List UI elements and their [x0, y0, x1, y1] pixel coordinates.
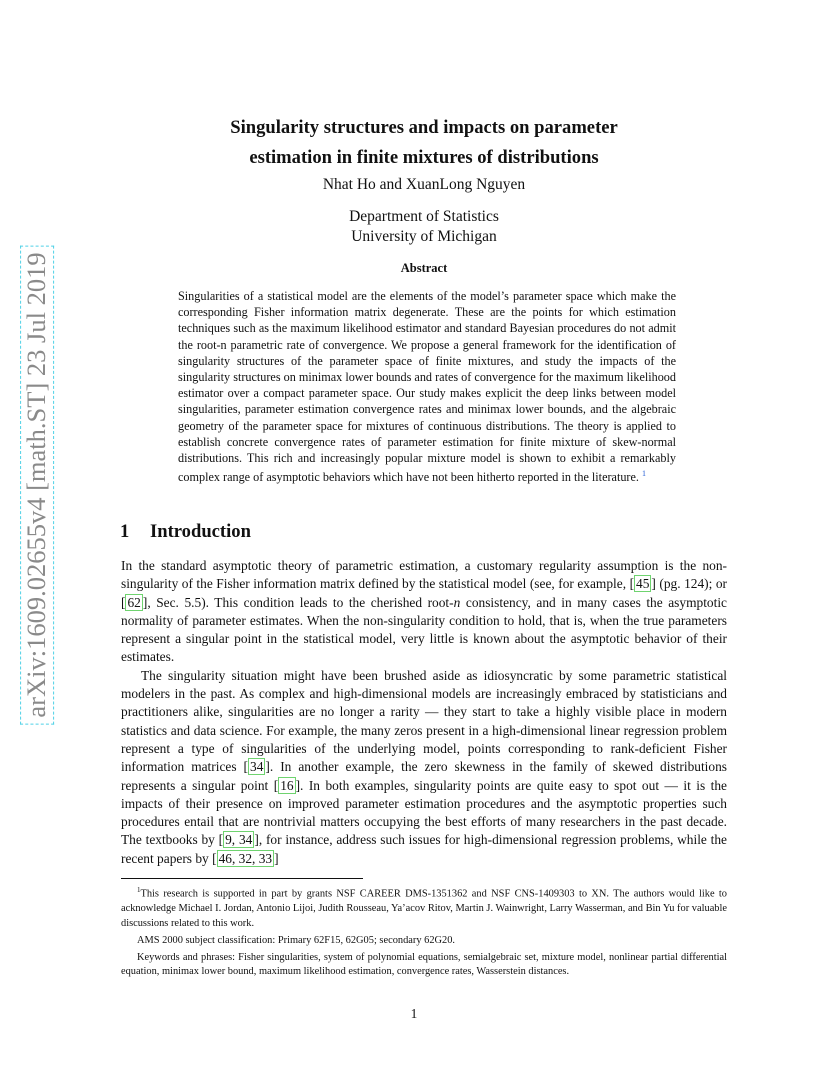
title-line-1: Singularity structures and impacts on parameter — [230, 117, 618, 138]
paper-title — [100, 113, 748, 173]
citation-link[interactable]: 16 — [280, 777, 294, 793]
citation-link[interactable]: 62 — [127, 594, 141, 610]
ams-classification: AMS 2000 subject classification: Primary 62F15, 62G05; secondary 62G20. — [137, 934, 456, 946]
affiliation — [100, 207, 748, 247]
text-run: The singularity situation might have been brushed aside as idiosyncratic by some parametric statistical modelers in the past. As complex and high-dimensional models are increasingly embraced by statisticians and practitioners alike, singularities are no longer a rarity — they start to take a highly visible place in modern statistics and data science. For example, the many zeros present in a high-dimensional linear regression problem represent a type of singularities of the underlying model, points corresponding to rank-deficient Fisher information matrices — [121, 667, 727, 775]
paragraph-2: The singularity situation might have been brushed aside as idiosyncratic by some parametric statistical modelers in the past. As complex and high-dimensional models are increasingly embraced by statisticians and practitioners alike, singularities are no longer a rarity — they start to take a highly visible place in modern statistics and data science. For example, the many zeros present in a high-dimensional linear regression problem represent a type of singularities of the underlying model, points corresponding to rank-deficient Fisher information matrices [ 34 ]. In another example, the zero skewness in the family of skewed distributions represents a singular point [ 16 ]. In both examples, singularity points are quite easy to spot out — it is the impacts of their presence on improved parameter estimation procedures and the asymptotic properties such procedures entail that are nontrivial matters occupying the best efforts of many researchers in the past decade. The textbooks by [ 9, 34 ], for instance, address such issues for high-dimensional regression problems, while the recent papers by [ 46, 32, 33 ] — [121, 667, 727, 866]
footnote-text: This research is supported in part by grants NSF CAREER DMS-1351362 and NSF CNS-1409303 to XN. The authors would like to acknowledge Michael I. Jordan, Antonio Lijoi, Judith Rousseau, Ya’acov Ritov, Martin J. Wainwright, Larry Wasserman, and Bin Yu for valuable discussions related to this work. — [121, 888, 727, 930]
abstract-footnote-link[interactable]: 1 — [641, 469, 646, 479]
footnotes — [121, 883, 727, 980]
introduction-body — [121, 557, 727, 868]
keywords: Keywords and phrases: Fisher singularities, system of polynomial equations, semialgebraic set, mixture model, nonlinear partial differential equation, minimax lower bound, maximum likelihood estimation, convergence rates, Wasserstein distances. — [121, 951, 727, 978]
text-run: consistency, and in many cases the asymptotic normality of parameter estimates. When the non-singularity condition to hold, that is, when the true parameters represent a singular point in the statistical model, very little is known about the asymptotic behavior of their estimates. — [121, 594, 727, 665]
citation-link[interactable]: 45 — [636, 576, 650, 592]
abstract-heading: Abstract — [400, 261, 448, 275]
footnote-mark: 1 — [137, 886, 141, 894]
paragraph-1: In the standard asymptotic theory of parametric estimation, a customary regularity assumption is the non-singularity of the Fisher information matrix defined by the statistical model (see, for example, [ 45 ] (pg. 124); or [ 62 ], Sec. 5.5). This condition leads to the cherished root-n consistency, and in many cases the asymptotic normality of parameter estimates. When the non-singularity condition to hold, that is, when the true parameters represent a singular point in the statistical model, very little is known about the asymptotic behavior of their estimates. — [121, 558, 727, 665]
text-run: . In both examples, singularity points are quite easy to spot out — it is the impacts of their presence on improved parameter estimation procedures and the asymptotic properties such procedures entail that are nontrivial matters occupying the best efforts of many researchers in the past decade. The textbooks by — [121, 777, 727, 848]
footnote-1 — [121, 883, 727, 932]
citation-link[interactable]: 34 — [250, 759, 264, 775]
arxiv-identifier-link[interactable]: arXiv:1609.02655v4 [math.ST] 23 Jul 2019 — [20, 245, 54, 724]
page-number: 1 — [410, 1006, 418, 1021]
arxiv-sidebar — [22, 250, 52, 720]
university: University of Michigan — [351, 228, 497, 245]
section-heading-introduction — [120, 521, 251, 543]
section-number: 1 — [120, 521, 130, 542]
text-run: , Sec. 5.5). This condition leads to the cherished root- — [147, 594, 454, 610]
citation-link[interactable]: 46, 32, 33 — [218, 850, 273, 866]
footnote-rule — [121, 878, 363, 879]
math-var: n — [453, 594, 461, 610]
abstract-body: Singularities of a statistical model are the elements of the model’s parameter space which make the corresponding Fisher information matrix degenerate. These are the points for which estimation techniques such as the maximum likelihood estimator and standard Bayesian procedures do not admit the root-n parametric rate of convergence. We propose a general framework for the identification of singularity structures of the parameter space of finite mixtures, and study the impacts of the singularity structures on minimax lower bounds and rates of convergence for the maximum likelihood estimator over a compact parameter space. Our study makes explicit the deep links between model singularities, parameter estimation convergence rates and minimax lower bounds, and the algebraic geometry of the parameter space for mixtures of continuous distributions. The theory is applied to establish concrete convergence rates of parameter estimation for finite mixture of skew-normal distributions. This rich and increasingly popular mixture model is shown to exhibit a remarkably complex range of asymptotic behaviors which have not been hitherto reported in the literature. — [178, 289, 676, 485]
text-run: , for instance, address such issues for high-dimensional regression problems, while the recent papers by — [121, 832, 727, 866]
title-line-2: estimation in finite mixtures of distributions — [249, 147, 599, 168]
text-run: . In another example, the zero skewness in the family of skewed distributions represents a singular point — [121, 759, 727, 793]
section-title: Introduction — [150, 521, 251, 542]
authors: Nhat Ho and XuanLong Nguyen — [322, 176, 526, 193]
text-run: (pg. 124); or — [655, 576, 727, 592]
citation-link[interactable]: 9, 34 — [225, 832, 253, 848]
department: Department of Statistics — [349, 208, 499, 225]
abstract-text — [178, 288, 676, 486]
text-run: In the standard asymptotic theory of parametric estimation, a customary regularity assumption is the non-singularity of the Fisher information matrix defined by the statistical model (see, for example, — [121, 558, 727, 592]
